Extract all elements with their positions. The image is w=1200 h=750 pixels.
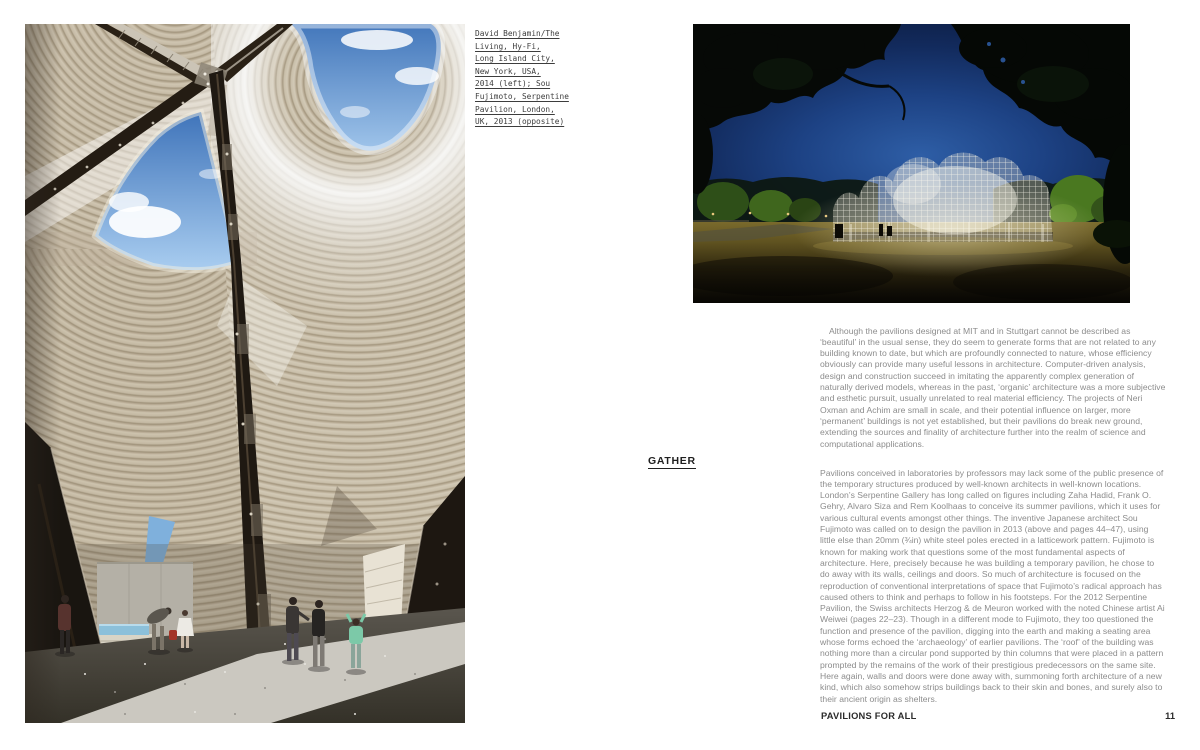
caption-line: Pavilion, London, — [475, 104, 555, 114]
hyfi-photo-art — [25, 24, 465, 723]
cloud — [395, 67, 439, 85]
cloud — [340, 106, 370, 118]
section-heading-gather: GATHER — [648, 455, 696, 467]
caption-line: David Benjamin/The — [475, 29, 560, 38]
caption-line: New York, USA, — [475, 66, 541, 76]
cloud — [109, 192, 149, 212]
caption-line: Fujimoto, Serpentine — [475, 91, 569, 101]
serpentine-photo-art — [693, 24, 1130, 303]
cloud — [199, 169, 223, 179]
chapter-title: PAVILIONS FOR ALL — [821, 711, 917, 721]
left-edge-shadow — [25, 24, 61, 723]
bottom-vignette — [693, 264, 1130, 303]
caption-line: Long Island City, — [475, 54, 555, 64]
body-paragraph-2: Pavilions conceived in laboratories by professors may lack some of the public presence of the temporary structures produced by well-known architects in well-known locations. London’s Serpentine Gallery has long called on figures including Zaha Hadid, Frank O. Gehry, Alvaro Siza and Rem Koolhaas to conceive its summer pavilions, which it uses for various cultural events amongst other things. The inventive Japanese architect Sou Fujimoto was called on to design the pavilion in 2013 (above and pages 44–47), using little else than 20mm (¾in) white steel poles erected in a latticework pattern. Fujimoto is known for making work that questions some of the most fundamental aspects of architecture. Here, precisely because he was building a temporary pavilion, he chose to do away with its walls, ceilings and doors. So much of architecture is focused on the reproduction of conventional interpretations of space that Fujimoto’s radical approach has caused others to think and perhaps to follow in his footsteps. For the 2012 Serpentine Pavilion, the Swiss architects Herzog & de Meuron worked with the noted Chinese artist Ai Weiwei (pages 22–23). Though in a different mode to Fujimoto, they too questioned the function and presence of the pavilion, digging into the earth and making a seating area whose forms echoed the ‘archaeology’ of earlier pavilions. The ‘roof’ of the building was nothing more than a circular pond supported by thin columns that were placed in a pattern prompted by the remains of the work of their prestigious predecessors on the same site. Here again, walls and doors were done away with, summoning forth architecture of a new kind, which also somehow strips buildings back to their skin and bones, and surely also to their ancient origin as shelters. — [820, 467, 1165, 704]
caption-line: Living, Hy-Fi, — [475, 41, 541, 51]
hyfi-interior-photo — [25, 24, 465, 723]
caption-line: 2014 (left); Sou — [475, 79, 551, 89]
page-number: 11 — [1165, 711, 1175, 721]
caption-line: UK, 2013 (opposite) — [475, 117, 565, 127]
cloud — [341, 30, 413, 50]
caption — [475, 28, 595, 129]
serpentine-pavilion-night-photo — [693, 24, 1130, 303]
body-paragraph-1: Although the pavilions designed at MIT and in Stuttgart cannot be described as ‘beautiful’ in the usual sense, they do seem to generate forms that are not related to any building known to date, but which are profoundly connected to nature, whose efficiency obviously can provide many useful lessons in architecture. Computer-driven analysis, design and construction succeed in imitating the apparently complex generation of naturally derived models, whereas in the past, ‘organic’ architecture was a more subjective and esthetic pursuit, usually unrelated to real material efficiency. The projects of Neri Oxman and Achim are small in scale, and their potential influence on larger, more ‘permanent’ buildings is not yet established, but their pavilions do break new ground, extending the sources and finality of architecture further into the realm of science and computational applications. — [820, 325, 1166, 449]
red-backpack — [169, 630, 177, 640]
